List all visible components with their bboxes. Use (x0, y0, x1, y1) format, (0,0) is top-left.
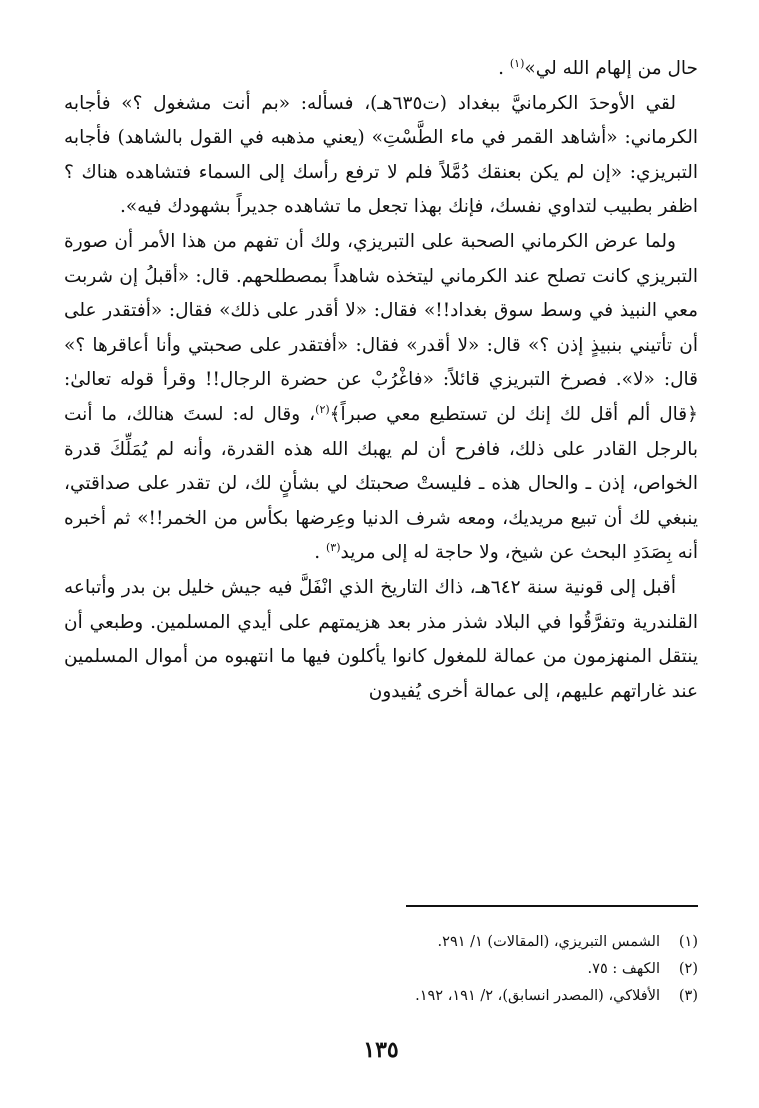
footnote-ref: (٣) (325, 541, 341, 555)
page-number: ١٣٥ (363, 1037, 399, 1063)
footnote-ref: (٢) (315, 402, 330, 416)
footnote-text: الشمس التبريزي، (المقالات) ١/ ٢٩١. (437, 934, 660, 950)
paragraph-tail: . (498, 58, 510, 79)
footnote-divider (406, 905, 698, 907)
footnote-ref: (١) (509, 56, 525, 70)
footnote-number: (٣) (678, 988, 698, 1004)
book-page (64, 52, 698, 1072)
paragraph-tail: . (314, 542, 326, 564)
paragraph-tail: ، وقال له: لستَ هنالك، ما أنت بالرجل القادر على ذلك، فافرح أن لم يهبك الله هذه القدرة، وأنه لم يُمَلِّكَ قدرة الخواص، إذن ـ والحال هذه ـ فليستْ صحبتك لي بشأنٍ لك، لن تقدر على صداقتي، ينبغي لك أن تبيع مريديك، ومعه شرف الدنيا وعِرضها بكأس من الخمر!!» ثم أخبره أنه بِصَدَدِ البحث عن شيخ، ولا حاجة له إلى مريد (64, 403, 698, 564)
footnotes (64, 929, 698, 1010)
footnote-item (64, 929, 698, 956)
footnote-text: الأفلاكي، (المصدر انسابق)، ٢/ ١٩١، ١٩٢. (415, 988, 660, 1004)
footnote-item (64, 983, 698, 1010)
paragraph-text: حال من إلهام الله لي» (524, 58, 698, 79)
footnote-number: (١) (678, 934, 698, 950)
paragraph-3 (64, 225, 698, 571)
paragraph-text: أقبل إلى قونية سنة ٦٤٢هـ، ذاك التاريخ الذي انْفَلَّ فيه جيش خليل بن بدر وأتباعه القلندرية وتفرَّقُوا في البلاد شذر مذر بعد هزيمتهم على أيدي المسلمين. وطبعي أن ينتقل المنهزمون من عمالة للمغول كانوا يأكلون فيها ما انتهبوه من أموال المسلمين عند غاراتهم عليهم، إلى عمالة أخرى يُفيدون (64, 576, 698, 702)
paragraph-4 (64, 571, 698, 709)
paragraph-text: ولما عرض الكرماني الصحبة على التبريزي، ولك أن تفهم من هذا الأمر أن صورة التبريزي كانت تصلح عند الكرماني ليتخذه شاهداً بمصطلحهم. قال: «أقبلُ إن شربت معي النبيذ في وسط سوق بغداد!!» فقال: «لا أقدر على ذلك» فقال: «أفتقدر على أن تأتيني بنبيذٍ إذن ؟» قال: «لا أقدر» فقال: «أفتقدر على صحبتي وأنا أعاقرها ؟» قال: «لا». فصرخ التبريزي قائلاً: «فاغْرُبْ عن حضرة الرجال!! وقرأ قوله تعالىٰ: ﴿قال ألم أقل لك إنك لن تستطيع معي صبراً﴾ (64, 230, 698, 425)
paragraph-2 (64, 87, 698, 225)
footnote-text: الكهف : ٧٥. (587, 961, 660, 977)
footnote-item (64, 956, 698, 983)
paragraph-1 (64, 52, 698, 87)
paragraph-text: لقي الأوحدَ الكرمانيَّ ببغداد (ت٦٣٥هـ)، فسأله: «بم أنت مشغول ؟» فأجابه الكرماني: «أشاهد القمر في ماء الطَّسْتِ» (يعني مذهبه في القول بالشاهد) فأجابه التبريزي: «إن لم يكن بعنقك دُمَّلاً فلم لا ترفع رأسك إلى السماء فتشاهده هناك ؟ اظفر بطبيب لتداوي نفسك، فإنك بهذا تجعل ما تشاهده جديراً بشهودك فيه». (64, 92, 698, 218)
footnote-number: (٢) (678, 961, 698, 977)
main-text (64, 52, 698, 709)
